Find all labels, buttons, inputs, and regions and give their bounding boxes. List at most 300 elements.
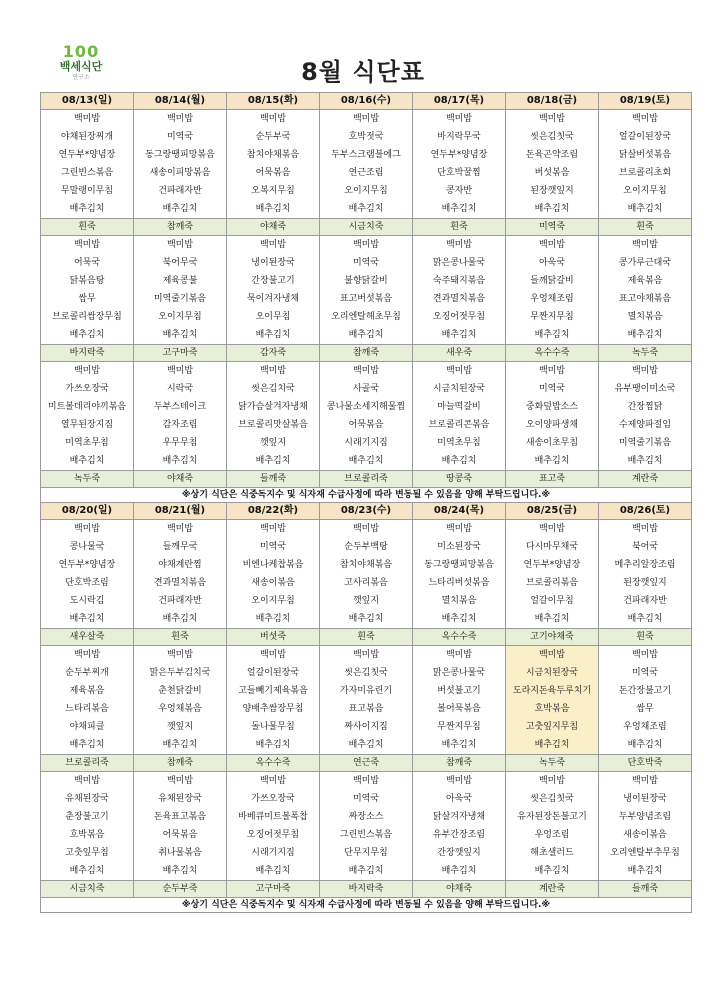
menu-item: 백미밥 — [320, 110, 413, 129]
menu-item: 오이지무침 — [227, 592, 320, 610]
menu-item: 백미밥 — [506, 362, 599, 381]
menu-item: 견과멸치볶음 — [134, 574, 227, 592]
menu-item: 호박볶음 — [506, 700, 599, 718]
menu-item: 새송이피망볶음 — [134, 164, 227, 182]
menu-item: 오이양파생채 — [506, 416, 599, 434]
menu-row — [41, 826, 692, 844]
notice-text: ※상기 식단은 식중독지수 및 식자재 수급사정에 따라 변동될 수 있음을 양해 부탁드립니다.※ — [41, 488, 692, 503]
menu-item: 제육볶음 — [41, 682, 134, 700]
porridge-item: 참깨죽 — [320, 345, 413, 362]
menu-item: 유자된장돈불고기 — [506, 808, 599, 826]
menu-item: 느타리버섯볶음 — [413, 574, 506, 592]
porridge-item: 녹두죽 — [599, 345, 692, 362]
porridge-item: 녹두죽 — [41, 471, 134, 488]
menu-item: 야채계란찜 — [134, 556, 227, 574]
menu-item: 간장불고기 — [227, 272, 320, 290]
porridge-item: 고구마죽 — [134, 345, 227, 362]
porridge-item: 순두부죽 — [134, 881, 227, 898]
menu-item: 우엉채조림 — [506, 290, 599, 308]
date-header: 08/14(월) — [134, 93, 227, 110]
menu-item: 미트볼데리야끼볶음 — [41, 398, 134, 416]
menu-item: 백미밥 — [227, 110, 320, 129]
menu-item: 냉이된장국 — [599, 790, 692, 808]
menu-row — [41, 592, 692, 610]
menu-item: 느타리볶음 — [41, 700, 134, 718]
menu-item: 쌈무 — [41, 290, 134, 308]
menu-item: 백미밥 — [413, 646, 506, 665]
date-header: 08/23(수) — [320, 503, 413, 520]
menu-item: 취나물볶음 — [134, 844, 227, 862]
menu-item: 브로콜리볶음 — [506, 574, 599, 592]
menu-item: 콩나물국 — [41, 538, 134, 556]
menu-row — [41, 844, 692, 862]
date-header: 08/15(화) — [227, 93, 320, 110]
menu-row — [41, 646, 692, 665]
page-title: 8월 식단표 — [301, 58, 425, 86]
menu-item: 숙주돼지볶음 — [413, 272, 506, 290]
menu-item: 쌈무 — [599, 700, 692, 718]
menu-item: 백미밥 — [599, 362, 692, 381]
menu-item: 배추김치 — [320, 610, 413, 629]
menu-row — [41, 556, 692, 574]
menu-item: 백미밥 — [41, 520, 134, 539]
menu-item: 배추김치 — [599, 200, 692, 219]
menu-item: 백미밥 — [599, 772, 692, 791]
porridge-item: 녹두죽 — [506, 755, 599, 772]
menu-item: 우엉채볶음 — [134, 700, 227, 718]
menu-item: 배추김치 — [41, 862, 134, 881]
menu-item: 가쓰오장국 — [41, 380, 134, 398]
menu-row — [41, 610, 692, 629]
porridge-row — [41, 471, 692, 488]
menu-item: 백미밥 — [599, 236, 692, 255]
menu-item: 돈육표고볶음 — [134, 808, 227, 826]
menu-item: 사골국 — [320, 380, 413, 398]
menu-item: 건파래자반 — [134, 182, 227, 200]
menu-item: 건파래자반 — [134, 592, 227, 610]
menu-item: 표고볶음 — [320, 700, 413, 718]
menu-item: 오리엔탈부추무침 — [599, 844, 692, 862]
menu-item: 견과멸치볶음 — [413, 290, 506, 308]
menu-item: 단호박꿀찜 — [413, 164, 506, 182]
porridge-item: 참깨죽 — [413, 755, 506, 772]
menu-item: 배추김치 — [599, 736, 692, 755]
menu-item: 백미밥 — [227, 236, 320, 255]
menu-item: 두부스테이크 — [134, 398, 227, 416]
menu-row — [41, 682, 692, 700]
menu-item: 양배추쌈장무침 — [227, 700, 320, 718]
porridge-item: 옥수수죽 — [506, 345, 599, 362]
menu-item: 백미밥 — [41, 236, 134, 255]
porridge-row — [41, 755, 692, 772]
menu-item: 제육콩불 — [134, 272, 227, 290]
date-header-row — [41, 503, 692, 520]
menu-item: 배추김치 — [227, 610, 320, 629]
menu-item: 백미밥 — [506, 772, 599, 791]
menu-item: 배추김치 — [41, 326, 134, 345]
menu-item: 배추김치 — [599, 610, 692, 629]
menu-item: 중화덮밥소스 — [506, 398, 599, 416]
menu-item: 짜장소스 — [320, 808, 413, 826]
porridge-row — [41, 345, 692, 362]
menu-item: 씻은김치국 — [227, 380, 320, 398]
menu-item: 표고버섯볶음 — [320, 290, 413, 308]
menu-item: 배추김치 — [506, 610, 599, 629]
menu-item: 미역국 — [134, 128, 227, 146]
menu-item: 닭볶음탕 — [41, 272, 134, 290]
menu-item: 콩자반 — [413, 182, 506, 200]
date-header: 08/17(목) — [413, 93, 506, 110]
menu-item: 배추김치 — [413, 736, 506, 755]
menu-item: 미역줄기볶음 — [134, 290, 227, 308]
menu-item: 연근조림 — [320, 164, 413, 182]
menu-item: 미역국 — [320, 254, 413, 272]
menu-item: 어묵볶음 — [134, 826, 227, 844]
menu-item: 씻은김칫국 — [506, 128, 599, 146]
logo-name: 백세식단 — [59, 60, 103, 73]
menu-row — [41, 664, 692, 682]
date-header: 08/25(금) — [506, 503, 599, 520]
menu-item: 배추김치 — [506, 862, 599, 881]
menu-item: 연두부*양념장 — [506, 556, 599, 574]
menu-row — [41, 862, 692, 881]
menu-item: 버섯불고기 — [413, 682, 506, 700]
menu-item: 배추김치 — [506, 736, 599, 755]
menu-item: 우엉조림 — [506, 826, 599, 844]
menu-item: 배추김치 — [413, 200, 506, 219]
date-header: 08/20(일) — [41, 503, 134, 520]
menu-item: 백미밥 — [413, 772, 506, 791]
porridge-item: 시금치죽 — [41, 881, 134, 898]
menu-item: 고사리볶음 — [320, 574, 413, 592]
menu-item: 시금치된장국 — [413, 380, 506, 398]
menu-item: 백미밥 — [320, 772, 413, 791]
porridge-item: 버섯죽 — [227, 629, 320, 646]
date-header: 08/13(일) — [41, 93, 134, 110]
menu-item: 비엔나케찹볶음 — [227, 556, 320, 574]
menu-item: 닭살겨자냉채 — [413, 808, 506, 826]
menu-item: 백미밥 — [134, 772, 227, 791]
menu-item: 미소된장국 — [413, 538, 506, 556]
menu-item: 얼갈이무침 — [506, 592, 599, 610]
menu-item: 두부스크램블에그 — [320, 146, 413, 164]
menu-item: 미역초무침 — [413, 434, 506, 452]
menu-item: 미역국 — [320, 790, 413, 808]
menu-item: 시락국 — [134, 380, 227, 398]
menu-item: 브로콜리쌈장무침 — [41, 308, 134, 326]
menu-item: 오이무침 — [227, 308, 320, 326]
menu-item: 우무무침 — [134, 434, 227, 452]
menu-item: 단무지무침 — [320, 844, 413, 862]
menu-item: 백미밥 — [413, 362, 506, 381]
menu-row — [41, 718, 692, 736]
menu-item: 아욱국 — [413, 790, 506, 808]
menu-item: 돈육곤약조림 — [506, 146, 599, 164]
menu-row — [41, 236, 692, 255]
menu-item: 백미밥 — [134, 362, 227, 381]
date-header: 08/19(토) — [599, 93, 692, 110]
menu-item: 된장깻잎지 — [506, 182, 599, 200]
menu-item: 백미밥 — [134, 110, 227, 129]
menu-item: 춘천닭갈비 — [134, 682, 227, 700]
menu-row — [41, 326, 692, 345]
menu-item: 북어무국 — [134, 254, 227, 272]
menu-item: 동그랑땡피망볶음 — [413, 556, 506, 574]
menu-item: 미역국 — [227, 538, 320, 556]
menu-item: 배추김치 — [227, 326, 320, 345]
menu-item: 참치야채볶음 — [227, 146, 320, 164]
porridge-item: 브로콜리죽 — [320, 471, 413, 488]
menu-item: 춘장불고기 — [41, 808, 134, 826]
porridge-item: 새우죽 — [413, 345, 506, 362]
menu-item: 고춧잎지무침 — [506, 718, 599, 736]
menu-item: 백미밥 — [227, 520, 320, 539]
menu-item: 깻잎지 — [320, 592, 413, 610]
logo-number: 100 — [62, 42, 100, 61]
menu-item: 배추김치 — [506, 452, 599, 471]
menu-item: 멸치볶음 — [599, 308, 692, 326]
porridge-item: 브로콜리죽 — [41, 755, 134, 772]
menu-item: 콩가루근대국 — [599, 254, 692, 272]
menu-item: 배추김치 — [599, 326, 692, 345]
menu-item: 유채된장국 — [134, 790, 227, 808]
menu-item: 배추김치 — [41, 452, 134, 471]
menu-item: 백미밥 — [227, 772, 320, 791]
menu-item: 멸치볶음 — [413, 592, 506, 610]
menu-item: 냉이된장국 — [227, 254, 320, 272]
menu-item: 미역줄기볶음 — [599, 434, 692, 452]
menu-item: 백미밥 — [599, 646, 692, 665]
menu-item: 불향닭갈비 — [320, 272, 413, 290]
menu-row — [41, 128, 692, 146]
menu-item: 표고야채볶음 — [599, 290, 692, 308]
menu-item: 바베큐미트볼폭찹 — [227, 808, 320, 826]
menu-row — [41, 398, 692, 416]
menu-item: 배추김치 — [41, 736, 134, 755]
menu-item: 참치야채볶음 — [320, 556, 413, 574]
notice-row — [41, 898, 692, 913]
menu-item: 백미밥 — [413, 520, 506, 539]
menu-item: 배추김치 — [413, 862, 506, 881]
menu-item: 백미밥 — [506, 520, 599, 539]
menu-item: 묵이겨자냉채 — [227, 290, 320, 308]
menu-row — [41, 164, 692, 182]
menu-item: 짜사이지짐 — [320, 718, 413, 736]
porridge-item: 미역죽 — [506, 219, 599, 236]
menu-item: 미역국 — [506, 380, 599, 398]
menu-item: 배추김치 — [506, 326, 599, 345]
menu-item: 야채피클 — [41, 718, 134, 736]
menu-item: 고춧잎무침 — [41, 844, 134, 862]
menu-item: 배추김치 — [134, 326, 227, 345]
menu-item: 수제양파절임 — [599, 416, 692, 434]
menu-row — [41, 200, 692, 219]
menu-row — [41, 574, 692, 592]
menu-item: 미역초무침 — [41, 434, 134, 452]
menu-item: 연두부*양념장 — [41, 556, 134, 574]
menu-item: 오이지무침 — [599, 182, 692, 200]
menu-item: 된장깻잎지 — [599, 574, 692, 592]
menu-item: 연두부*양념장 — [413, 146, 506, 164]
date-header: 08/24(목) — [413, 503, 506, 520]
porridge-row — [41, 629, 692, 646]
porridge-item: 야채죽 — [227, 219, 320, 236]
menu-item: 어묵볶음 — [227, 164, 320, 182]
menu-row — [41, 790, 692, 808]
menu-row — [41, 254, 692, 272]
menu-row — [41, 434, 692, 452]
porridge-item: 옥수수죽 — [227, 755, 320, 772]
menu-item: 도라지돈육두루치기 — [506, 682, 599, 700]
porridge-item: 연근죽 — [320, 755, 413, 772]
menu-item: 배추김치 — [506, 200, 599, 219]
porridge-row — [41, 219, 692, 236]
menu-item: 씻은김칫국 — [506, 790, 599, 808]
menu-item: 그린빈스볶음 — [320, 826, 413, 844]
porridge-item: 참깨죽 — [134, 219, 227, 236]
menu-item: 오징어젓무침 — [227, 826, 320, 844]
menu-item: 동그랑땡피망볶음 — [134, 146, 227, 164]
menu-item: 배추김치 — [134, 862, 227, 881]
menu-item: 브로콜리초회 — [599, 164, 692, 182]
menu-item: 들깨무국 — [134, 538, 227, 556]
menu-item: 바지락무국 — [413, 128, 506, 146]
menu-item: 배추김치 — [227, 452, 320, 471]
porridge-item: 표고죽 — [506, 471, 599, 488]
date-header: 08/26(토) — [599, 503, 692, 520]
menu-item: 간장깻잎지 — [413, 844, 506, 862]
notice-row — [41, 488, 692, 503]
date-header: 08/22(화) — [227, 503, 320, 520]
date-header: 08/16(수) — [320, 93, 413, 110]
menu-item: 백미밥 — [506, 110, 599, 129]
menu-item: 순두부찌개 — [41, 664, 134, 682]
date-header-row — [41, 93, 692, 110]
menu-item: 맑은콩나물국 — [413, 254, 506, 272]
menu-row — [41, 700, 692, 718]
porridge-item: 고기야채죽 — [506, 629, 599, 646]
menu-item: 새송이볶음 — [599, 826, 692, 844]
porridge-item: 옥수수죽 — [413, 629, 506, 646]
porridge-item: 참깨죽 — [134, 755, 227, 772]
menu-item: 어묵볶음 — [320, 416, 413, 434]
menu-row — [41, 146, 692, 164]
menu-item: 무말랭이무침 — [41, 182, 134, 200]
menu-row — [41, 182, 692, 200]
menu-item: 단호박조림 — [41, 574, 134, 592]
menu-item: 메추리알장조림 — [599, 556, 692, 574]
menu-item: 간장찜닭 — [599, 398, 692, 416]
porridge-item: 감자죽 — [227, 345, 320, 362]
menu-row — [41, 290, 692, 308]
menu-item: 유부땡이미소국 — [599, 380, 692, 398]
menu-item: 닭살버섯볶음 — [599, 146, 692, 164]
menu-item: 오복지무침 — [227, 182, 320, 200]
porridge-item: 야채죽 — [413, 881, 506, 898]
menu-item: 배추김치 — [134, 200, 227, 219]
menu-item: 어묵국 — [41, 254, 134, 272]
menu-item: 백미밥 — [413, 236, 506, 255]
porridge-item: 계란죽 — [599, 471, 692, 488]
porridge-item: 흰죽 — [599, 219, 692, 236]
menu-item: 돈간장불고기 — [599, 682, 692, 700]
menu-item: 백미밥 — [134, 646, 227, 665]
menu-item: 배추김치 — [41, 200, 134, 219]
menu-item: 백미밥 — [41, 110, 134, 129]
menu-item: 배추김치 — [227, 736, 320, 755]
menu-table — [40, 92, 692, 913]
menu-item: 시래기지짐 — [320, 434, 413, 452]
menu-item: 백미밥 — [227, 362, 320, 381]
menu-item: 무짠지무침 — [506, 308, 599, 326]
menu-item: 백미밥 — [227, 646, 320, 665]
porridge-item: 들깨죽 — [599, 881, 692, 898]
menu-item: 백미밥 — [134, 236, 227, 255]
menu-item: 백미밥 — [320, 236, 413, 255]
menu-row — [41, 538, 692, 556]
logo-sub: 연구소 — [72, 74, 90, 81]
menu-item: 배추김치 — [599, 862, 692, 881]
menu-item: 오징어젓무침 — [413, 308, 506, 326]
menu-item: 콩나물소세지해물찜 — [320, 398, 413, 416]
menu-item: 배추김치 — [227, 862, 320, 881]
menu-item: 배추김치 — [320, 200, 413, 219]
menu-item: 백미밥 — [41, 362, 134, 381]
menu-row — [41, 416, 692, 434]
menu-item: 건파래자반 — [599, 592, 692, 610]
menu-item: 얼갈이된장국 — [599, 128, 692, 146]
porridge-item: 야채죽 — [134, 471, 227, 488]
menu-item: 야채된장찌개 — [41, 128, 134, 146]
menu-item: 호박젓국 — [320, 128, 413, 146]
menu-item: 백미밥 — [41, 772, 134, 791]
menu-item: 순두부백탕 — [320, 538, 413, 556]
menu-item: 가자미유린기 — [320, 682, 413, 700]
menu-item: 오이지무침 — [134, 308, 227, 326]
menu-item: 열무된장지짐 — [41, 416, 134, 434]
date-header: 08/18(금) — [506, 93, 599, 110]
menu-item: 브로콜리콘볶음 — [413, 416, 506, 434]
menu-item: 미역국 — [599, 664, 692, 682]
menu-item: 백미밥 — [320, 362, 413, 381]
menu-item: 배추김치 — [41, 610, 134, 629]
menu-item: 백미밥 — [320, 646, 413, 665]
menu-item: 오리엔탈해초무침 — [320, 308, 413, 326]
menu-row — [41, 520, 692, 539]
menu-item: 배추김치 — [320, 862, 413, 881]
menu-item: 시래기지짐 — [227, 844, 320, 862]
menu-item: 마늘떡갈비 — [413, 398, 506, 416]
porridge-item: 단호박죽 — [599, 755, 692, 772]
porridge-item: 땅콩죽 — [413, 471, 506, 488]
menu-item: 브로콜리맛살볶음 — [227, 416, 320, 434]
menu-item: 맑은두부김치국 — [134, 664, 227, 682]
menu-item: 시금치된장국 — [506, 664, 599, 682]
menu-item: 백미밥 — [506, 236, 599, 255]
menu-item: 백미밥 — [413, 110, 506, 129]
menu-item: 볼어묵볶음 — [413, 700, 506, 718]
menu-row — [41, 110, 692, 129]
menu-item: 버섯볶음 — [506, 164, 599, 182]
menu-item: 백미밥 — [599, 110, 692, 129]
porridge-item: 계란죽 — [506, 881, 599, 898]
menu-row — [41, 452, 692, 471]
menu-row — [41, 362, 692, 381]
menu-item: 두부양념조림 — [599, 808, 692, 826]
menu-item: 배추김치 — [413, 326, 506, 345]
menu-row — [41, 308, 692, 326]
menu-item: 닭가슴살겨자냉채 — [227, 398, 320, 416]
